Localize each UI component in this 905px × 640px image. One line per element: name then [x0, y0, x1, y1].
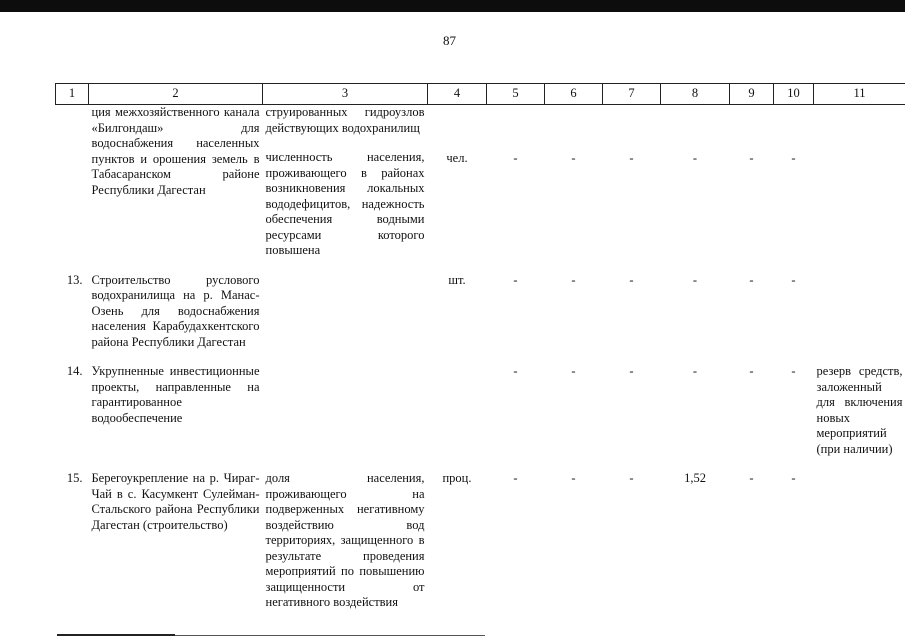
column-header: 4 [428, 84, 487, 105]
indicator-cell [263, 364, 428, 457]
indicator-text: доля населения, проживающего на подверженных негативному воздействию вод территориях, защищенного в результате проведения мероприятий по повышению защищенности от негативного воздействия [265, 471, 425, 609]
row-number [56, 105, 89, 259]
value-text: - [791, 151, 796, 165]
value-cell: - [629, 272, 634, 287]
indicator-cell [263, 471, 428, 611]
value-cell [487, 105, 545, 259]
column-header: 5 [487, 84, 545, 105]
row-number: 14. [66, 364, 83, 378]
column-header: 11 [814, 84, 905, 105]
note-cell [814, 471, 905, 611]
footer-rule [57, 634, 175, 636]
value-cell: - [749, 364, 754, 378]
value-text: - [571, 151, 576, 165]
value-text: - [629, 151, 634, 165]
event-name-text: Укрупненные инвестиционные проекты, направленные на гарантированное водообеспечение [91, 364, 260, 425]
column-header: 1 [56, 84, 89, 105]
column-header: 8 [661, 84, 730, 105]
value-cell [545, 105, 603, 259]
value-cell: - [513, 272, 518, 287]
value-cell: - [692, 272, 698, 287]
value-cell: - [749, 272, 754, 287]
value-cell: - [571, 471, 576, 485]
table-row [56, 105, 905, 259]
row-number: 15. [66, 471, 83, 485]
value-text: - [513, 151, 518, 165]
scan-top-border [0, 0, 905, 12]
value-text: - [749, 151, 754, 165]
value-cell [603, 105, 661, 259]
indicator-cell [263, 105, 428, 259]
value-cell: 1,52 [684, 471, 706, 485]
column-header: 6 [545, 84, 603, 105]
value-cell: - [513, 471, 518, 485]
program-table [55, 83, 905, 611]
note-cell [814, 105, 905, 259]
unit-text: чел. [446, 151, 468, 165]
note-cell [814, 364, 905, 457]
indicator-continuation: струированных гидроузлов действующих водохранилищ [265, 105, 425, 135]
table-row [56, 471, 905, 611]
event-name-text: Берегоукрепление на р. Чираг-Чай в с. Касумкент Сулейман-Стальского района Республики Дагестан (строительство) [91, 471, 260, 532]
unit-cell [428, 364, 487, 457]
table-row [56, 273, 905, 351]
unit-cell: проц. [442, 471, 472, 485]
value-cell: - [513, 364, 518, 378]
column-header: 7 [603, 84, 661, 105]
event-name [89, 273, 263, 351]
value-cell: - [791, 272, 796, 287]
value-cell: - [791, 471, 796, 485]
note-text: резерв средств, заложенный для включения новых мероприятий (при наличии) [816, 364, 903, 456]
unit-cell [428, 105, 487, 259]
value-cell: - [749, 471, 754, 485]
value-text: - [692, 151, 698, 165]
column-header: 3 [263, 84, 428, 105]
value-cell: - [692, 364, 698, 378]
column-header: 10 [774, 84, 814, 105]
column-header: 9 [730, 84, 774, 105]
note-cell [814, 273, 905, 351]
event-name [89, 364, 263, 457]
indicator-cell [263, 273, 428, 351]
value-cell [774, 105, 814, 259]
unit-cell: шт. [448, 272, 466, 287]
row-number: 13. [66, 272, 83, 287]
footer-rule-thin [175, 635, 485, 636]
value-cell: - [571, 272, 576, 287]
value-cell: - [629, 471, 634, 485]
table-header-row [56, 84, 905, 105]
value-cell [661, 105, 730, 259]
value-cell: - [791, 364, 796, 378]
value-cell [730, 105, 774, 259]
event-name: ция межхозяйственного канала «Билгондаш» для водоснабжения населенных пунктов и орошения земель в Табасаранском районе Республики Дагестан [91, 105, 260, 197]
event-name-text: Строительство руслового водохранилища на р. Манас-Озень для водоснабжения населения Карабудахкентского района Республики Дагестан [91, 272, 260, 349]
table-row [56, 364, 905, 457]
indicator-text: численность населения, проживающего в районах возникновения локальных вододефицитов, надежность обеспечения водными ресурсами которого повышена [265, 150, 425, 257]
event-name [89, 471, 263, 611]
page-number: 87 [443, 33, 456, 48]
column-header: 2 [89, 84, 263, 105]
value-cell: - [571, 364, 576, 378]
value-cell: - [629, 364, 634, 378]
